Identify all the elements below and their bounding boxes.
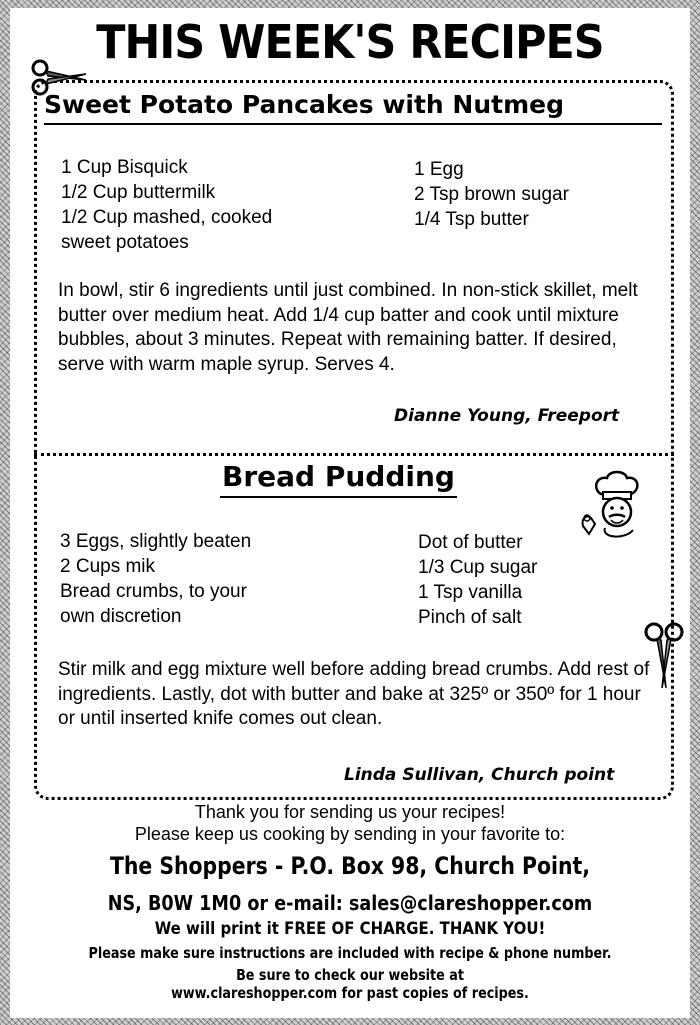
footer-address-line2: NS, B0W 1M0 or e-mail: sales@clareshopper.com — [107, 891, 593, 915]
recipe-author: Dianne Young, Freeport — [394, 406, 620, 426]
footer-free-of-charge: We will print it FREE OF CHARGE. THANK YOU! — [154, 919, 546, 939]
ingredient-item: Pinch of salt — [418, 607, 522, 628]
footer-thanks: Thank you for sending us your recipes! — [194, 802, 506, 822]
recipe-divider — [34, 453, 674, 456]
footer-instructions-note: Please make sure instructions are included with recipe & phone number. — [88, 944, 612, 962]
ingredient-item: 1 Tsp vanilla — [418, 582, 523, 603]
ingredient-item: Bread crumbs, to your — [60, 581, 247, 602]
footer-website-line1: Be sure to check our website at — [236, 966, 464, 984]
recipe-instructions: In bowl, stir 6 ingredients until just combined. In non-stick skillet, melt butter over medium heat. Add 1/4 cup batter and cook until mixture bubbles, about 3 minutes. Repeat with remaining batter. If desired, serve with warm maple syrup. Serves 4. — [58, 280, 638, 375]
ingredient-item: sweet potatoes — [61, 232, 189, 253]
ingredient-item: 2 Tsp brown sugar — [414, 184, 569, 205]
ingredient-list-right — [418, 530, 537, 630]
ingredient-list-left — [60, 529, 251, 629]
ingredient-item: 1 Cup Bisquick — [61, 157, 188, 178]
recipe-author: Linda Sullivan, Church point — [344, 765, 615, 785]
ingredient-item: 2 Cups mik — [60, 556, 156, 577]
page-title: THIS WEEK'S RECIPES — [96, 15, 604, 69]
ingredient-item: 1/3 Cup sugar — [418, 557, 538, 578]
ingredient-list-left — [61, 155, 272, 255]
ingredient-item: 1 Egg — [414, 159, 464, 180]
chef-icon — [575, 468, 655, 548]
ingredient-item: 1/4 Tsp butter — [414, 209, 529, 230]
ingredient-item: own discretion — [60, 606, 182, 627]
ingredient-item: 3 Eggs, slightly beaten — [60, 531, 252, 552]
ingredient-item: 1/2 Cup buttermilk — [61, 182, 216, 203]
footer-address-line1: The Shoppers - P.O. Box 98, Church Point, — [109, 852, 591, 880]
footer-keep-cooking: Please keep us cooking by sending in your favorite to: — [134, 824, 566, 844]
recipe-title: Sweet Potato Pancakes with Nutmeg — [44, 90, 662, 125]
ingredient-item: 1/2 Cup mashed, cooked — [61, 207, 273, 228]
footer-website-line2: www.clareshopper.com for past copies of recipes. — [171, 984, 529, 1002]
recipe-title: Bread Pudding — [220, 460, 457, 498]
ingredient-item: Dot of butter — [418, 532, 523, 553]
recipe-instructions: Stir milk and egg mixture well before adding bread crumbs. Add rest of ingredients. Lastly, dot with butter and bake at 325º or 350º for 1 hour or until inserted knife comes out clean. — [58, 659, 650, 729]
ingredient-list-right — [414, 157, 569, 232]
recipe-page — [10, 8, 690, 1018]
